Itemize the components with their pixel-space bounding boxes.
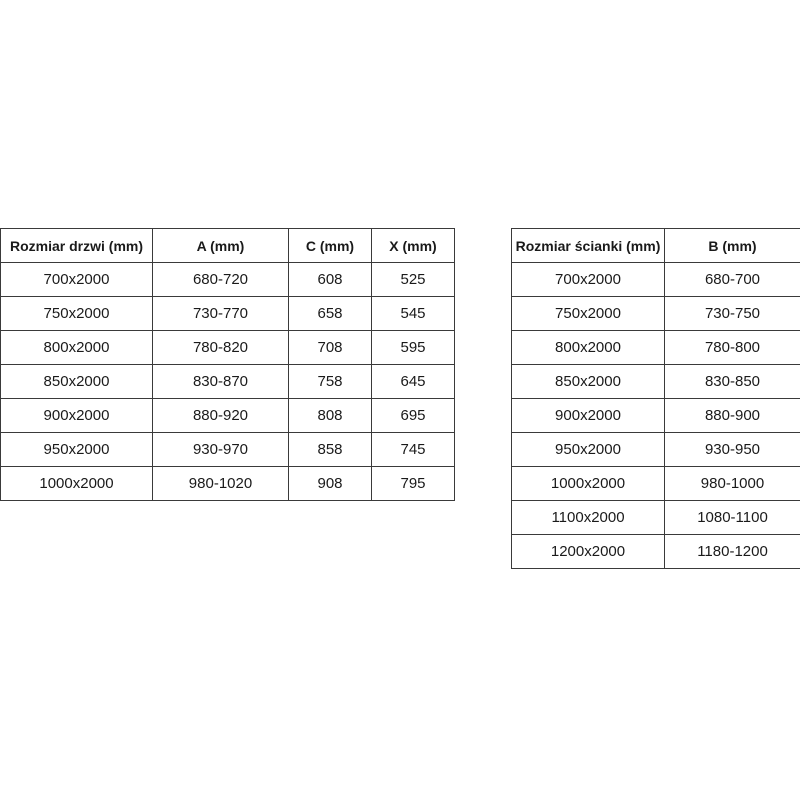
table-cell: 830-850 [665, 365, 800, 399]
table-cell: 930-950 [665, 433, 800, 467]
table-cell: 830-870 [153, 365, 289, 399]
table-cell: 900x2000 [512, 399, 665, 433]
table-cell: 700x2000 [512, 263, 665, 297]
wall-table-header-row [512, 229, 800, 263]
table-cell: 850x2000 [512, 365, 665, 399]
table-cell: 680-720 [153, 263, 289, 297]
table-cell: 708 [289, 331, 372, 365]
wall-size-table [511, 228, 800, 569]
table-cell: 730-750 [665, 297, 800, 331]
table-cell: 545 [372, 297, 455, 331]
table-cell: 700x2000 [1, 263, 153, 297]
column-header: B (mm) [665, 229, 800, 263]
table-cell: 800x2000 [1, 331, 153, 365]
table-cell: 850x2000 [1, 365, 153, 399]
table-cell: 1100x2000 [512, 501, 665, 535]
wall-table-body [512, 263, 800, 569]
table-cell: 908 [289, 467, 372, 501]
table-cell: 695 [372, 399, 455, 433]
table-row [1, 433, 455, 467]
table-cell: 880-920 [153, 399, 289, 433]
table-row [1, 467, 455, 501]
table-cell: 780-800 [665, 331, 800, 365]
table-cell: 950x2000 [1, 433, 153, 467]
table-cell: 950x2000 [512, 433, 665, 467]
table-cell: 1080-1100 [665, 501, 800, 535]
door-table-header-row [1, 229, 455, 263]
table-cell: 1200x2000 [512, 535, 665, 569]
table-row [512, 263, 800, 297]
table-row [512, 501, 800, 535]
table-cell: 645 [372, 365, 455, 399]
table-cell: 930-970 [153, 433, 289, 467]
table-cell: 1000x2000 [512, 467, 665, 501]
table-cell: 730-770 [153, 297, 289, 331]
table-cell: 900x2000 [1, 399, 153, 433]
table-cell: 980-1020 [153, 467, 289, 501]
column-header: C (mm) [289, 229, 372, 263]
table-row [1, 399, 455, 433]
table-row [512, 467, 800, 501]
table-row [512, 433, 800, 467]
table-row [512, 535, 800, 569]
table-cell: 980-1000 [665, 467, 800, 501]
table-row [512, 297, 800, 331]
table-row [1, 263, 455, 297]
table-row [1, 331, 455, 365]
door-size-table [0, 228, 455, 501]
door-table-body [1, 263, 455, 501]
table-row [1, 297, 455, 331]
table-cell: 680-700 [665, 263, 800, 297]
table-cell: 795 [372, 467, 455, 501]
column-header: A (mm) [153, 229, 289, 263]
table-cell: 608 [289, 263, 372, 297]
table-row [1, 365, 455, 399]
table-cell: 595 [372, 331, 455, 365]
table-cell: 800x2000 [512, 331, 665, 365]
table-cell: 750x2000 [1, 297, 153, 331]
table-cell: 858 [289, 433, 372, 467]
table-cell: 745 [372, 433, 455, 467]
table-cell: 758 [289, 365, 372, 399]
column-header: Rozmiar drzwi (mm) [1, 229, 153, 263]
column-header: Rozmiar ścianki (mm) [512, 229, 665, 263]
table-cell: 1180-1200 [665, 535, 800, 569]
table-row [512, 331, 800, 365]
column-header: X (mm) [372, 229, 455, 263]
table-cell: 658 [289, 297, 372, 331]
table-cell: 525 [372, 263, 455, 297]
table-cell: 750x2000 [512, 297, 665, 331]
table-row [512, 365, 800, 399]
table-cell: 808 [289, 399, 372, 433]
table-row [512, 399, 800, 433]
table-cell: 880-900 [665, 399, 800, 433]
table-cell: 1000x2000 [1, 467, 153, 501]
table-cell: 780-820 [153, 331, 289, 365]
